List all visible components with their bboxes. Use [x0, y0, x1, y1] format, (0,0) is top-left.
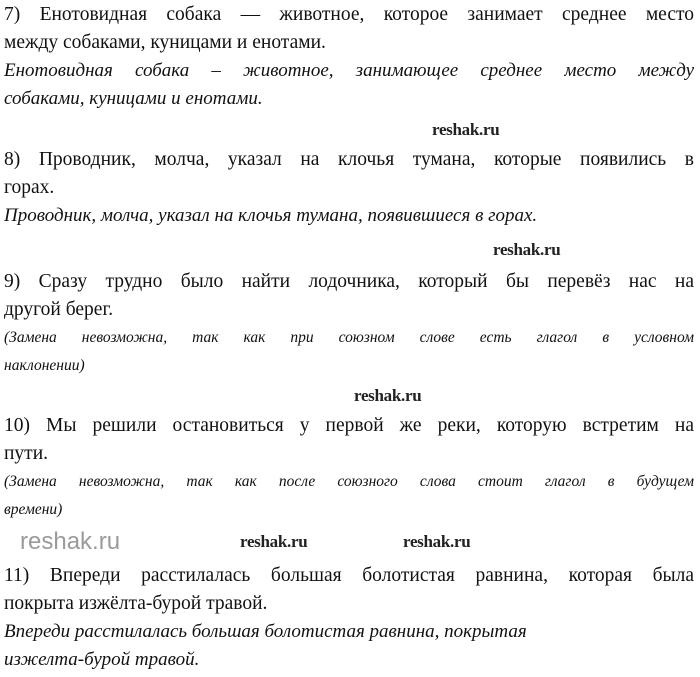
item-7 [4, 1, 694, 113]
item-11 [4, 562, 694, 674]
note-line: (Замена невозможна, так как после союзного слова стоит глагол в будущем [4, 473, 694, 490]
watermark: reshak.ru [432, 120, 500, 139]
item-10 [4, 412, 694, 524]
answer-line: изжелта-бурой травой. [4, 649, 200, 670]
sentence-line: 9) Сразу трудно было найти лодочника, который бы перевёз нас на [4, 271, 694, 292]
sentence-line: горах. [4, 177, 55, 198]
item-8 [4, 146, 694, 230]
note-line: (Замена невозможна, так как при союзном слове есть глагол в условном [4, 329, 694, 346]
answer-line: собаками, куницами и енотами. [4, 88, 263, 109]
watermark: reshak.ru [493, 240, 561, 259]
sentence-line: другой берег. [4, 299, 114, 320]
sentence-line: 11) Впереди расстилалась большая болотистая равнина, которая была [4, 565, 694, 586]
answer-line: Енотовидная собака – животное, занимающее среднее место между [4, 60, 694, 81]
watermark-faded: reshak.ru [20, 528, 121, 555]
sentence-line: 8) Проводник, молча, указал на клочья тумана, которые появились в [4, 149, 694, 170]
watermark: reshak.ru [403, 532, 471, 551]
watermark: reshak.ru [240, 532, 308, 551]
sentence-line: пути. [4, 443, 49, 464]
sentence-line: 10) Мы решили остановиться у первой же реки, которую встретим на [4, 415, 694, 436]
sentence-line: 7) Енотовидная собака — животное, которое занимает среднее место [4, 4, 694, 25]
answer-line: Проводник, молча, указал на клочья тумана, появившиеся в горах. [4, 205, 538, 226]
sentence-line: покрыта изжёлта-бурой травой. [4, 593, 268, 614]
note-line: времени) [4, 501, 63, 518]
sentence-line: между собаками, куницами и енотами. [4, 32, 326, 53]
watermark: reshak.ru [354, 386, 422, 405]
note-line: наклонении) [4, 357, 85, 374]
answer-line: Впереди расстилалась большая болотистая равнина, покрытая [4, 621, 527, 642]
item-9 [4, 268, 694, 380]
